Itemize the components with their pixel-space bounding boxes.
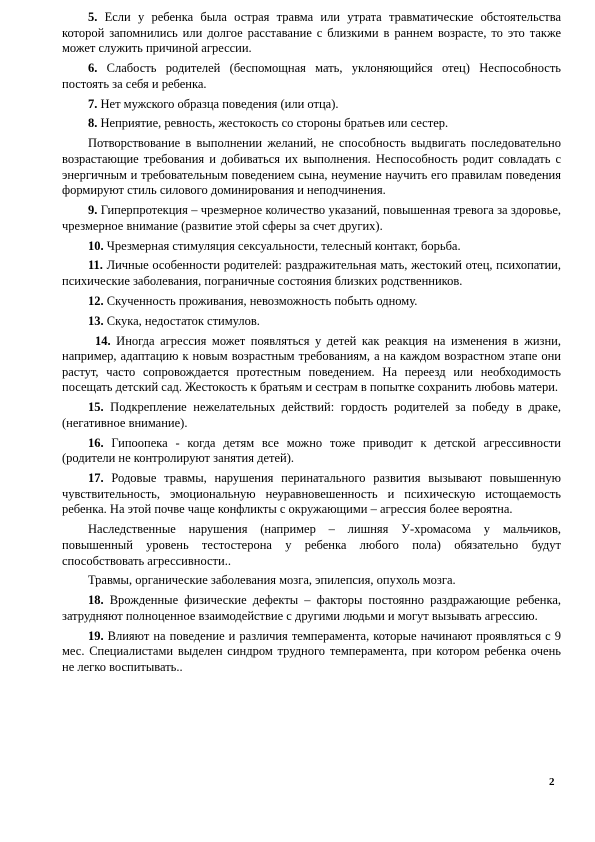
item-number: 6. xyxy=(88,61,98,76)
paragraph-18 xyxy=(62,593,561,624)
item-number: 8. xyxy=(88,116,98,131)
paragraph-10 xyxy=(62,239,561,255)
paragraph-indulgence xyxy=(62,136,561,198)
item-number: 17. xyxy=(88,471,104,486)
paragraph-text: Потворствование в выполнении желаний, не способность выдвигать последовательно возрастающие требования и добиваться их выполнения. Неспособность родит совладать с энергичным и требовательным поведением сына, неумение научить его правилам поведения формируют стиль силового доминирования и неподчинения. xyxy=(62,136,561,198)
item-number: 11. xyxy=(88,258,103,273)
paragraph-text: Подкрепление нежелательных действий: гордость родителей за победу в драке, (негативное внимание). xyxy=(62,400,561,430)
item-number: 19. xyxy=(88,628,104,643)
paragraph-14 xyxy=(62,334,561,396)
paragraph-text: Неприятие, ревность, жестокость со стороны братьев или сестер. xyxy=(97,116,449,131)
paragraph-text: Иногда агрессия может появляться у детей как реакция на изменения в жизни, например, адаптацию к новым возрастным требованиям, а на каждом возрастном этапе они растут, часто сопровождается протестным поведением. На переезд или необходимость посещать детский сад. Жестокость к братьям и сестрам в попытке сохранить любовь матери. xyxy=(62,333,561,395)
item-number: 18. xyxy=(88,593,104,608)
paragraph-text: Травмы, органические заболевания мозга, эпилепсия, опухоль мозга. xyxy=(88,573,456,588)
item-number: 5. xyxy=(88,10,98,24)
paragraph-19 xyxy=(62,629,561,676)
paragraph-17 xyxy=(62,471,561,518)
paragraph-12 xyxy=(62,294,561,310)
paragraph-16 xyxy=(62,436,561,467)
paragraph-text: Личные особенности родителей: раздражительная мать, жестокий отец, психопатии, психические заболевания, пограничные состояния близких родственников. xyxy=(62,258,561,288)
paragraph-text: Чрезмерная стимуляция сексуальности, телесный контакт, борьба. xyxy=(103,238,461,253)
paragraph-text: Врожденные физические дефекты – факторы постоянно раздражающие ребенка, затрудняют полноценное взаимодействие с другими людьми и могут вызывать агрессию. xyxy=(62,593,561,623)
paragraph-8 xyxy=(62,116,561,132)
paragraph-text: Гиперпротекция – чрезмерное количество указаний, повышенная тревога за здоровье, чрезмерное внимание (развитие этой сферы за счет других). xyxy=(62,203,561,233)
paragraph-13 xyxy=(62,314,561,330)
paragraph-text: Если у ребенка была острая травма или утрата травматические обстоятельства которой запомнились или долгое расставание с близкими в раннем возрасте, то это также может служить причиной агрессии. xyxy=(62,10,561,56)
paragraph-5 xyxy=(62,10,561,57)
paragraph-text: Родовые травмы, нарушения перинатального развития вызывают повышенную чувствительность, эмоциональную неуравновешенность и психическую истощаемость ребенка. На этой почве чаще конфликты с окружающими – агрессия более вероятна. xyxy=(62,471,561,517)
paragraph-text: Нет мужского образца поведения (или отца). xyxy=(97,96,339,111)
paragraph-text: Наследственные нарушения (например – лишняя У-хромасома у мальчиков, повышенный уровень тестостерона у ребенка любого пола) обязательно будут способствовать агрессивности.. xyxy=(62,522,561,568)
paragraph-9 xyxy=(62,203,561,234)
item-number: 16. xyxy=(88,435,104,450)
item-number: 13. xyxy=(88,313,104,328)
item-number: 7. xyxy=(88,96,98,111)
paragraph-11 xyxy=(62,258,561,289)
paragraph-text: Скука, недостаток стимулов. xyxy=(103,313,260,328)
item-number: 10. xyxy=(88,238,104,253)
item-number: 9. xyxy=(88,203,98,218)
paragraph-text: Скученность проживания, невозможность побыть одному. xyxy=(103,293,418,308)
item-number: 12. xyxy=(88,293,104,308)
paragraph-text: Влияют на поведение и различия темперамента, которые начинают проявляться с 9 мес. Специалистами выделен синдром трудного темперамента, при котором ребенка очень не легко воспитывать.. xyxy=(62,628,561,675)
paragraph-15 xyxy=(62,400,561,431)
page-number: 2 xyxy=(549,776,555,788)
paragraph-6 xyxy=(62,61,561,92)
paragraph-brain-trauma xyxy=(62,573,561,589)
body-text xyxy=(62,10,561,680)
item-number: 14. xyxy=(95,333,111,348)
paragraph-7 xyxy=(62,97,561,113)
paragraph-text: Слабость родителей (беспомощная мать, уклоняющийся отец) Неспособность постоять за себя и ребенка. xyxy=(62,61,561,91)
paragraph-text: Гипоопека - когда детям все можно тоже приводит к детской агрессивности (родители не контролируют занятия детей). xyxy=(62,435,561,466)
item-number: 15. xyxy=(88,400,104,415)
paragraph-heredity xyxy=(62,522,561,569)
